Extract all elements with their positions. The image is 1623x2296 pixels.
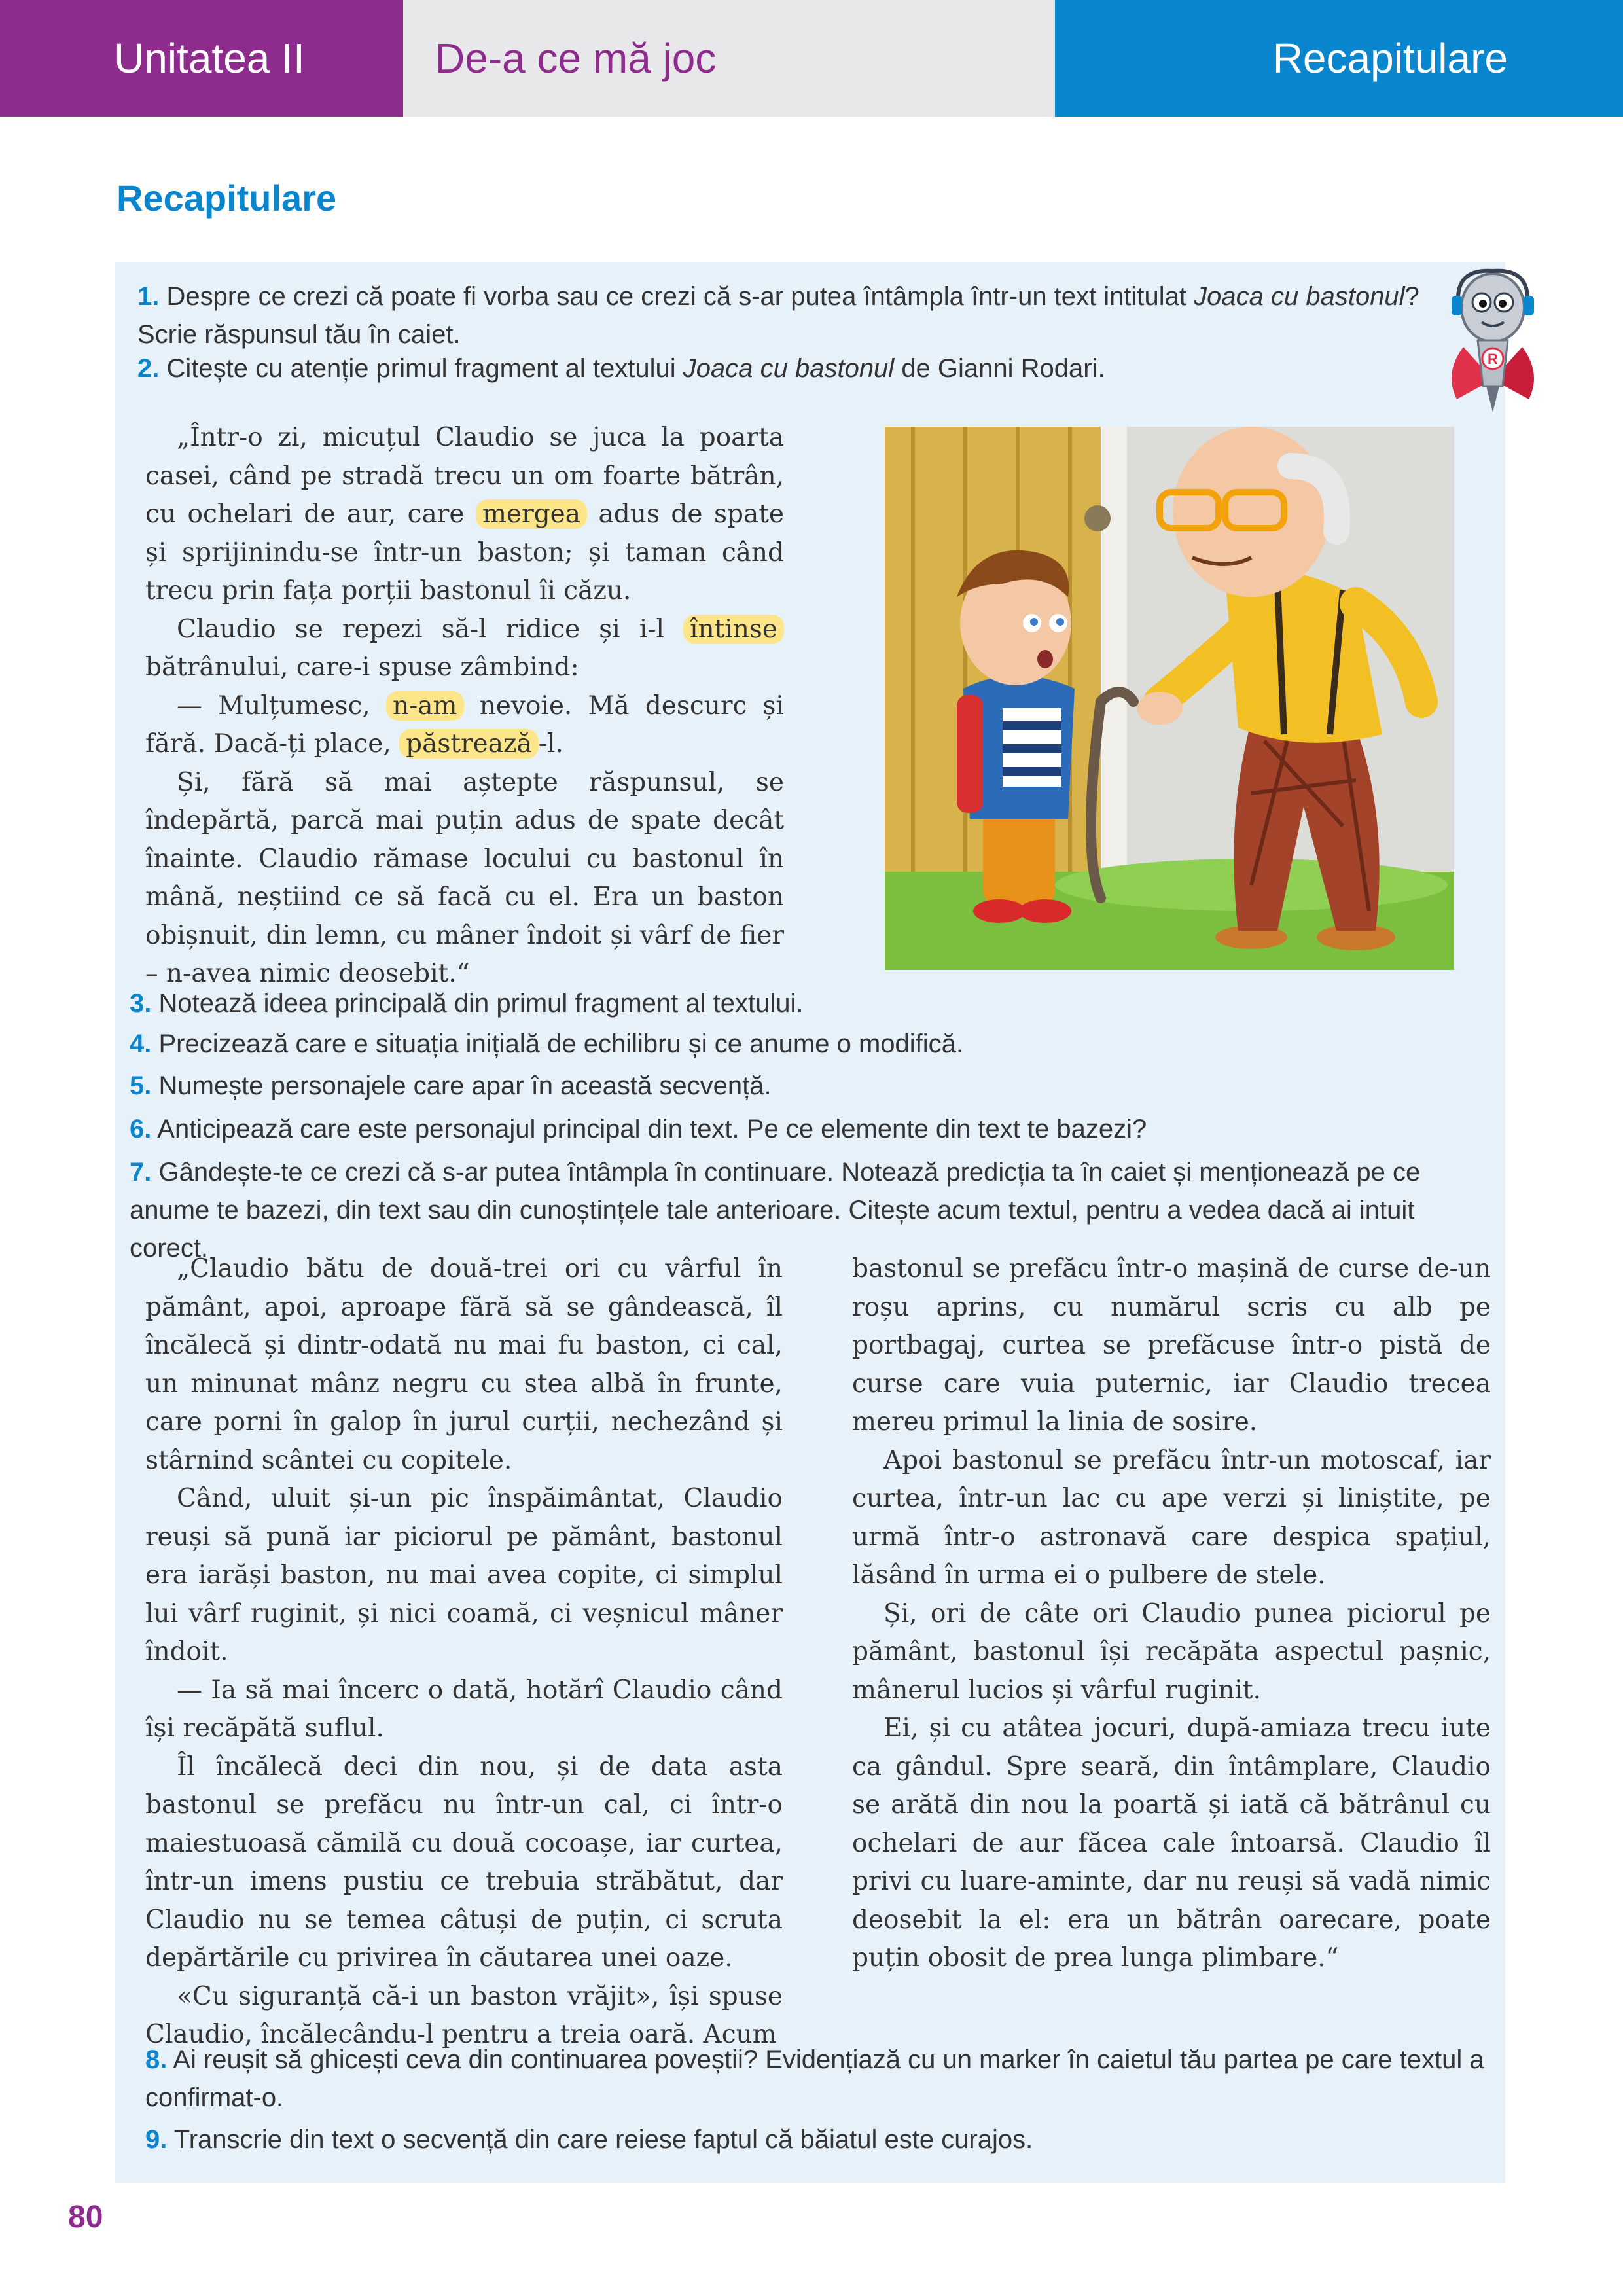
fragment-2-left-column	[145, 1250, 783, 2054]
question-number: 9.	[145, 2125, 168, 2154]
text-span: — Mulțumesc,	[177, 691, 386, 721]
svg-text:R: R	[1488, 351, 1498, 367]
paragraph	[145, 687, 784, 764]
theme-label: De-a ce mă joc	[435, 35, 717, 82]
question-text: Precizează care e situația inițială de echilibru și ce anume o modifică.	[158, 1030, 963, 1058]
page-number: 80	[68, 2200, 103, 2234]
question-text: Transcrie din text o secvență din care reiese faptul că băiatul este curajos.	[173, 2125, 1033, 2154]
text-span: „Într-o zi, micuțul Claudio se juca la poarta casei, când pe stradă trecu un om foarte bătrân, cu ochelari de aur, care	[145, 423, 784, 529]
fragment-1	[145, 419, 784, 994]
paragraph: Și, ori de câte ori Claudio punea piciorul pe pământ, bastonul își recăpăta aspectul pașnic, mânerul lucios și vârful ruginit.	[852, 1598, 1491, 1705]
question-number: 7.	[130, 1158, 152, 1187]
text-span: Claudio se repezi să-l ridice și i-l	[177, 614, 684, 644]
question-text: Anticipează care este personajul principal din text. Pe ce elemente din text te bazezi?	[157, 1115, 1147, 1143]
question-9	[145, 2121, 1491, 2159]
question-5	[130, 1067, 1491, 1105]
section-title: Recapitulare	[116, 177, 337, 219]
question-number: 4.	[130, 1030, 152, 1058]
question-2	[137, 350, 1414, 387]
paragraph: bastonul se prefăcu într-o mașină de curse de-un roșu aprins, cu numărul scris cu alb pe portbagaj, curtea se prefăcuse într-o pistă de curse care vuia puternic, iar Claudio trecea mereu primul la linia de sosire.	[852, 1254, 1491, 1437]
question-4	[130, 1025, 1491, 1063]
question-text: de Gianni Rodari.	[894, 354, 1105, 383]
fragment-2-right-column	[852, 1250, 1491, 1978]
question-number: 8.	[145, 2045, 168, 2074]
highlighted-word: întinse	[683, 615, 784, 644]
unit-header	[0, 0, 403, 117]
paragraph: «Cu siguranță că-i un baston vrăjit», își spuse Claudio, încălecându-l pentru a treia oară. Acum	[145, 1981, 783, 2049]
question-3	[130, 984, 1491, 1022]
question-number: 5.	[130, 1071, 152, 1100]
question-number: 6.	[130, 1115, 152, 1143]
paragraph: Ei, și cu atâtea jocuri, după-amiaza trecu iute ca gândul. Spre seară, din întâmplare, Claudio se arătă din nou la poartă și iată că bătrânul cu ochelari de aur făcea cale întoarsă. Claudio îl privi cu luare-aminte, dar nu reuși să vadă nimic deosebit la el: era un bătrân oarecare, poate puțin obosit de prea lunga plimbare.“	[852, 1713, 1491, 1973]
highlighted-word: mergea	[476, 499, 587, 529]
highlighted-word: n-am	[386, 691, 464, 721]
highlighted-word: păstrează	[399, 729, 539, 759]
text-span: nevoie. Mă descurc și fără. Dacă-ți place,	[145, 691, 784, 759]
question-6	[130, 1110, 1491, 1148]
question-text: Numește personajele care apar în această secvență.	[158, 1071, 772, 1100]
story-illustration	[885, 427, 1454, 970]
text-span: bătrânului, care-i spuse zâmbind:	[145, 653, 579, 682]
unit-label: Unitatea II	[114, 35, 305, 82]
paragraph: Și, fără să mai aștepte răspunsul, se îndepărtă, parcă mai puțin adus de spate decât înainte. Claudio rămase locului cu bastonul în mână, neștiind ce să facă cu el. Era un baston obișnuit, din lemn, cu mâner îndoit și vârf de fier – n-avea nimic deosebit.“	[145, 767, 784, 988]
section-header	[1055, 0, 1623, 117]
text-span: adus de spate și sprijinindu-se într-un baston; și taman când trecu prin fața porții bastonul îi căzu.	[145, 499, 784, 605]
question-text: Ai reușit să ghicești ceva din continuarea poveștii? Evidențiază cu un marker în caietul tău partea pe care textul a confirmat-o.	[145, 2045, 1484, 2112]
question-number: 2.	[137, 354, 160, 383]
question-text: Citește cu atenție primul fragment al textului	[166, 354, 683, 383]
paragraph	[145, 611, 784, 687]
paragraph: Îl încălecă deci din nou, și de data asta bastonul se prefăcu nu într-un cal, ci într-o maiestuoasă cămilă cu două cocoașe, iar curtea, într-un imens pustiu ce trebuia străbătut, dar Claudio nu se temea câtuși de puțin, ci scruta depărtările cu privirea în căutarea unei oaze.	[145, 1751, 783, 1973]
question-number: 1.	[137, 282, 160, 311]
question-1	[137, 278, 1479, 353]
section-label: Recapitulare	[1272, 35, 1508, 82]
question-number: 3.	[130, 989, 152, 1018]
paragraph: — Ia să mai încerc o dată, hotărî Claudio când își recăpătă suflul.	[145, 1675, 783, 1743]
paragraph	[145, 419, 784, 611]
question-text: Despre ce crezi că poate fi vorba sau ce crezi că s-ar putea întâmpla într-un text intitulat	[166, 282, 1194, 311]
paragraph: Apoi bastonul se prefăcu într-un motoscaf, iar curtea, într-un lac cu ape verzi și liniștite, pe urmă într-o astronavă care despica spațiul, lăsând în urma ei o pulbere de stele.	[852, 1445, 1491, 1590]
text-title: Joaca cu bastonul	[683, 354, 895, 383]
question-text: ? Scrie răspunsul tău în caiet.	[137, 282, 1419, 349]
text-span: -l.	[538, 729, 563, 759]
paragraph: Când, uluit și-un pic înspăimântat, Claudio reuși să pună iar piciorul pe pământ, bastonul era iarăși baston, nu mai avea copite, ci simplul lui vârf ruginit, și nici coamă, ci veșnicul mâner îndoit.	[145, 1484, 783, 1666]
paragraph: „Claudio bătu de două-trei ori cu vârful în pământ, apoi, aproape fără să se gândească, îl încălecă și dintr-odată nu mai fu baston, ci cal, un minunat mânz negru cu stea albă în frunte, care porni în galop în jurul curții, nechezând și stârnind scântei cu copitele.	[145, 1254, 783, 1475]
theme-header	[403, 0, 1055, 117]
question-text: Gândește-te ce crezi că s-ar putea întâmpla în continuare. Notează predicția ta în caiet și menționează pe ce anume te bazezi, din text sau din cunoștințele tale anterioare. Citește acum textul, pentru a vedea dacă ai intuit corect.	[130, 1158, 1421, 1263]
text-title: Joaca cu bastonul	[1194, 282, 1405, 311]
question-8	[145, 2041, 1491, 2117]
question-text: Notează ideea principală din primul fragment al textului.	[158, 989, 804, 1018]
